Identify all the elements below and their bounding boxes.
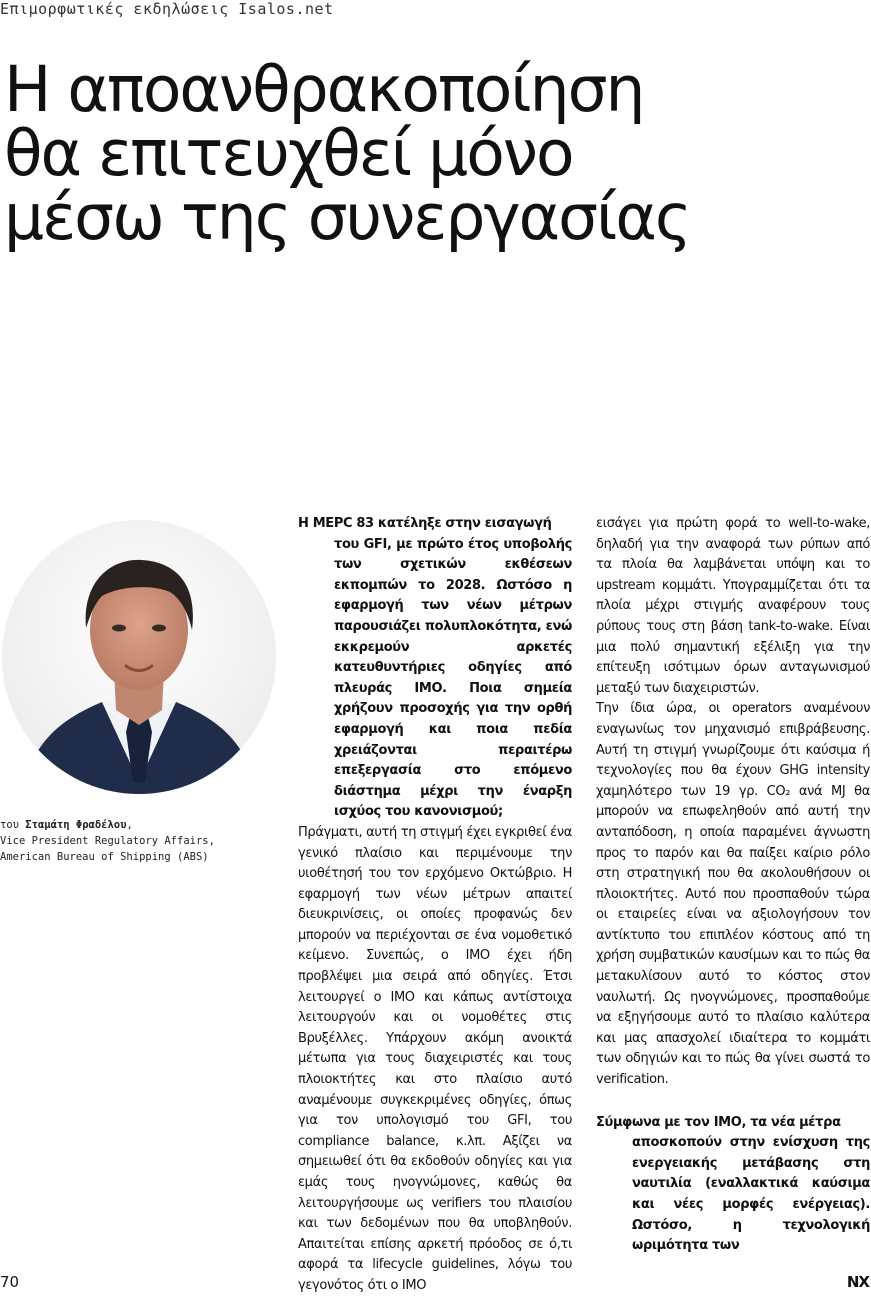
author-portrait xyxy=(2,520,276,794)
caption-prefix: του xyxy=(0,819,26,831)
question-body: αποσκοπούν στην ενίσχυση της ενεργειακής μετάβασης στη ναυτιλία (εναλλακτικά καύσιμα και νέες μορφές ενέργειας). Ωστόσο, η τεχνολογική ωριμότητα των xyxy=(632,1135,870,1254)
question-first-line: Σύμφωνα με τον ΙΜΟ, τα νέα μέτρα xyxy=(596,1114,841,1130)
caption-name-suffix: , xyxy=(126,819,133,831)
answer-paragraph: Την ίδια ώρα, οι operators αναμένουν εναγωνίως τον μηχανισμό επιβράβευσης. Αυτή τη στιγμή γνωρίζουμε ότι καύσιμα ή τεχνολογίες που θα έχουν GHG intensity χαμηλότερο των 19 γρ. CO₂ ανά MJ θα μπορούν να επωφεληθούν από αυτή την ανταπόδοση, η οποία παραμένει άγνωστη προς το παρόν και θα παίξει καίριο ρόλο στη στρατηγική που θα ακολουθήσουν οι πλοιοκτήτες. Αυτό που προσπαθούν τώρα οι εταιρείες είναι να αξιολογήσουν τον αντίκτυπο του επιπλέον κόστους από τη χρήση συμβατικών καυσίμων και το πώς θα μετακυλίσουν αυτό το κόστος στον ναυλωτή. Ως ηνογνώμονες, προσπαθούμε να εξηγήσουμε αυτό το πλαίσιο καλύτερα και μας απασχολεί ιδιαίτερα το κομμάτι των οδηγιών και το πώς θα γίνει σωστά το verification. xyxy=(596,701,870,1088)
question-first-line: Η MEPC 83 κατέληξε στην εισαγωγή xyxy=(298,516,552,531)
interview-question-2 xyxy=(596,1113,870,1257)
paragraph-gap xyxy=(596,1091,870,1113)
page-number: 70 xyxy=(0,1273,20,1291)
author-name: Σταμάτη Φραδέλου xyxy=(25,819,127,831)
answer-paragraph: εισάγει για πρώτη φορά το well-to-wake, δηλαδή για την αναφορά των ρύπων από τα πλοία θα λαμβάνεται υπόψη και το upstream κομμάτι. Υπογραμμίζεται ότι τα πλοία μέχρι στιγμής αναφέρουν τους ρύπους τους στη βάση tank-to-wake. Είναι μια πολύ σημαντική εξέλιξη για την επίτευξη ισότιμων όρων ανταγωνισμού μεταξύ των διαχειριστών. xyxy=(596,516,870,696)
title-line: Η απoανθρακoπoίηση xyxy=(4,53,644,126)
answer-paragraph: Πράγματι, αυτή τη στιγμή έχει εγκριθεί ένα γενικό πλαίσιο και περιμένουμε την υιοθέτησή του τον ερχόμενο Οκτώβριο. Η εφαρμογή των νέων μέτρων απαιτεί διευκρινίσεις, οι οποίες προφανώς δεν μπορούν να περιέχονται σε ένα νομοθετικό κείμενο. Συνεπώς, ο ΙΜΟ έχει ήδη προβλέψει μια σειρά από οδηγίες. Έτσι λειτουργεί ο IMO και κάπως αντίστοιχα λειτουργούν και οι νομοθέτες στις Βρυξέλλες. Υπάρχουν ακόμη ανοικτά μέτωπα για τους διαχειριστές και τους πλοιοκτήτες και στο πλαίσιο αυτό αναμένουμε συγκεκριμένες οδηγίες, όπως για τον υπολογισμό του GFI, του compliance balance, κ.λπ. Αξίζει να σημειωθεί ότι θα εκδοθούν οδηγίες και για εμάς τους ηνογνώμονες, καθώς θα λειτουργήσουμε ως verifiers του πλαισίου και των δεδομένων που θα υποβληθούν. Απαιτείται επίσης αρκετή πρόοδος σε ό,τι αφορά τα lifecycle guidelines, λόγω του γεγονότος ότι ο ΙΜΟ xyxy=(298,824,572,1293)
interview-question-1 xyxy=(298,514,572,823)
site-label: Επιμορφωτικές εκδηλώσεις Isalos.net xyxy=(0,0,334,18)
author-caption xyxy=(0,817,280,865)
author-role: Vice President Regulatory Affairs, xyxy=(0,835,215,847)
article-column-1 xyxy=(298,514,572,1297)
magazine-logo: NX xyxy=(846,1273,869,1291)
article-column-2 xyxy=(596,514,870,1257)
title-line: θα επιτευχθεί μόνο xyxy=(4,117,573,190)
title-line: μέσω της συνεργασίας xyxy=(4,181,690,254)
question-body: του GFI, με πρώτο έτος υποβολής των σχετικών εκθέσεων εκπομπών το 2028. Ωστόσο η εφαρμογή των νέων μέτρων παρουσιάζει πολυπλοκότητα, ενώ εκκρεμούν αρκετές κατευθυντήριες οδηγίες από πλευράς ΙΜΟ. Ποια σημεία χρήζουν προσοχής για την ορθή εφαρμογή και ποια πεδία χρειάζονται περαιτέρω επεξεργασία στο επόμενο διάστημα μέχρι την έναρξη ισχύος του κανονισμού; xyxy=(334,536,572,820)
article-title xyxy=(4,53,864,254)
author-name-line xyxy=(0,817,280,833)
author-organization: American Bureau of Shipping (ABS) xyxy=(0,851,209,863)
